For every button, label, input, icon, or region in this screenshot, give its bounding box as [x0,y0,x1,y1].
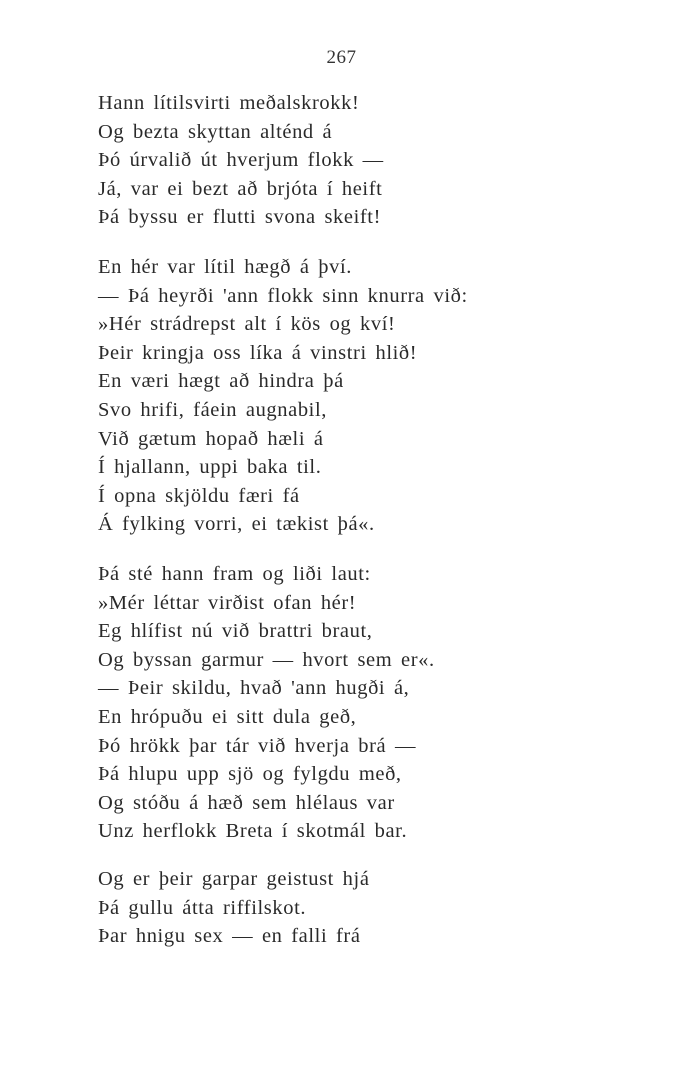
verse-line: Þá hlupu upp sjö og fylgdu með, [98,763,402,786]
verse-line: Þó hrökk þar tár við hverja brá — [98,734,417,757]
verse-line: Og bezta skyttan alténd á [98,120,333,143]
stanza-3 [98,560,658,846]
verse-line: Og stóðu á hæð sem hlélaus var [98,791,395,814]
verse-line: — Þeir skildu, hvað 'ann hugði á, [98,677,410,700]
verse-line: Já, var ei bezt að brjóta í heift [98,177,383,200]
verse-line: Þá sté hann fram og liði laut: [98,563,371,585]
stanza-2 [98,253,658,539]
verse-line: Þó úrvalið út hverjum flokk — [98,149,384,172]
verse-line: Í hjallann, uppi baka til. [98,456,322,479]
verse-line: Þeir kringja oss líka á vinstri hlið! [98,341,418,364]
verse-line: Unz herflokk Breta í skotmál bar. [98,820,408,843]
stanza-4 [98,865,658,951]
stanza-1 [98,89,658,232]
verse-line: Þá byssu er flutti svona skeift! [98,206,382,229]
verse-line: Hann lítilsvirti meðalskrokk! [98,92,360,114]
verse-line: Á fylking vorri, ei tækist þá«. [98,513,375,536]
verse-line: En hér var lítil hægð á því. [98,256,352,278]
page-number: 267 [326,47,357,68]
verse-line: En væri hægt að hindra þá [98,370,344,393]
verse-line: Við gætum hopað hæli á [98,427,324,450]
verse-line: Eg hlífist nú við brattri braut, [98,620,373,643]
verse-line: »Mér léttar virðist ofan hér! [98,591,357,614]
verse-line: Og byssan garmur — hvort sem er«. [98,648,435,671]
verse-line: »Hér strádrepst alt í kös og kví! [98,313,396,336]
verse-line: Í opna skjöldu færi fá [98,484,300,507]
verse-line: Og er þeir garpar geistust hjá [98,868,370,890]
verse-line: Þar hnigu sex — en falli frá [98,925,361,948]
verse-line: — Þá heyrði 'ann flokk sinn knurra við: [98,284,468,307]
verse-line: En hrópuðu ei sitt dula geð, [98,705,357,728]
verse-line: Þá gullu átta riffilskot. [98,896,307,919]
verse-line: Svo hrifi, fáein augnabil, [98,398,327,421]
